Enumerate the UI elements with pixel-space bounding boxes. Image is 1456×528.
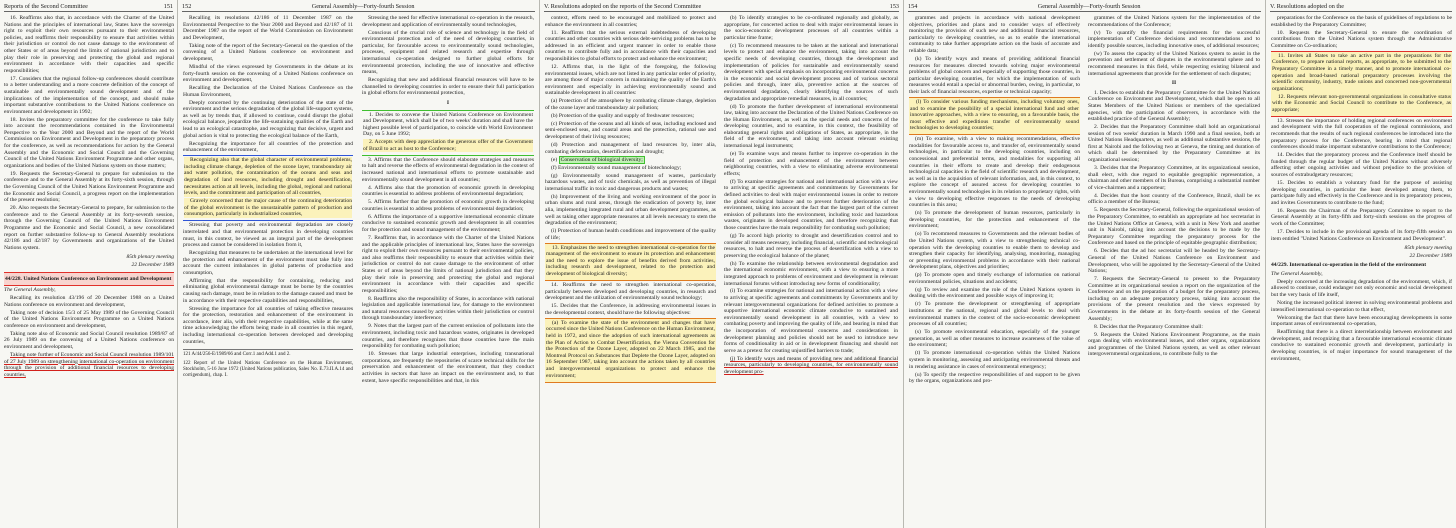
paragraph: Recalling the Declaration of the United Nations Conference on the Human Environment,	[183, 85, 353, 98]
paragraph: context, efforts need to be encouraged and mobilized to protect and enhance the environment in all countries;	[545, 15, 716, 28]
paragraph: 20. Also requests the Secretary-General to prepare, for submission to the conference and to the General Assembly at its forty-seventh session, through the Governing Council of the United Nations Environment Programme and the Economic and Social Council, a new consolidated report on further substantive follow-up to General Assembly resolutions 42/186 and 42/187 by Governments and organizations of the United Nations system.	[4, 205, 174, 251]
paragraph: Deeply concerned at the increasing degradation of the environment, which, if allowed to continue, could endanger not only economic and social development but the very basis of life itself,	[1271, 278, 1452, 299]
highlight-box-green	[362, 110, 534, 156]
page-number: 152	[182, 3, 192, 10]
paragraph: Recognizing the importance for all countries of the protection and enhancement of the environment,	[183, 140, 353, 154]
paragraph: 17. Considers that the regional follow-up conferences should contribute to a better understanding and a more concrete definition of the concept of sustainable and environmentally sound development and of the implications of the implementation of the concept, and should make important substantive contributions to the United Nations conference on environment and development in 1992;	[4, 75, 174, 115]
paragraph-underlined: (j) To identify ways and means of providing new and additional financial resources, particularly to developing countries, for environmentally sound development pro-	[724, 355, 898, 375]
paragraph: 15. Decides to establish a voluntary fund for the purpose of assisting developing countries, in particular the least developed among them, to participate fully and effectively in the Conference and in its preparatory process, and invites Governments to contribute to the fund;	[1271, 180, 1452, 206]
paragraph: 12. Affirms that, in the light of the foregoing, the following environmental issues, which are not listed in any particular order of priority, are among those of major concern in maintaining the quality of the Earth's environment and especially in achieving environmentally sound and sustainable development in all countries:	[545, 63, 716, 97]
footnote: 121 A/44/256-E/1989/66 and Corr.1 and Add.1 and 2.	[183, 349, 353, 358]
highlight-box-orange	[545, 243, 716, 281]
paragraph: 8. Reaffirms also the responsibility of States, in accordance with national legislation and applicable international law, for damage to the environment and natural resources caused by activities within their jurisdiction or control through transboundary interference;	[362, 295, 534, 322]
paragraph: 4. Affirms also that the promotion of economic growth in developing countries is essential to address problems of environmental degradation;	[362, 184, 534, 198]
item-prefix: (e)	[551, 156, 559, 163]
page-152	[178, 0, 540, 528]
paragraph: grammes and projects in accordance with national development objectives, priorities and plans and to consider ways of effectively monitoring the provision of such new and additional financial resources, particularly to developing countries, so as to enable the international community to take further appropriate action on the basis of accurate and reliable data;	[909, 15, 1080, 54]
page-155	[1266, 0, 1456, 528]
paragraph: 5. Affirms further that the promotion of economic growth in developing countries is essential to address problems of environmental degradation;	[362, 199, 534, 212]
paragraph: (u) To specify the respective responsibilities of and support to be given by the organs, organizations and pro-	[909, 371, 1080, 385]
paragraph: 1. Decides to convene the United Nations Conference on Environment and Development, which shall be of two weeks' duration and shall have the highest possible level of participation, to coincide with World Environment Day, on 5 June 1992;	[363, 111, 533, 138]
paragraph: grammes of the United Nations system for the implementation of the recommendations of the Conference;	[1088, 15, 1260, 28]
paragraph: (t) To promote international co-operation within the United Nations system in monitoring, assessing and anticipating environmental threats and in rendering assistance in cases of environmental emergency;	[909, 350, 1080, 370]
paragraph: 10. Stresses that large industrial enterprises, including transnational corporations, are frequently the repositories of scarce technical skills for the preservation and enhancement of the environment, that they conduct activities in sectors that have an impact on the environment and, to that extent, have specific responsibilities and that, in this	[362, 351, 534, 384]
paragraph: 16. Reaffirms also that, in accordance with the Charter of the United Nations and the principles of international law, States have the sovereign right to exploit their own resources pursuant to their environmental policies, and reaffirms their responsibility to ensure that activities within their jurisdiction or control do not cause damage to the environment of other States or of areas beyond the limits of national jurisdiction and to play their role in preserving and protecting the global and regional environment in accordance with their capacities and specific responsibilities;	[4, 15, 174, 74]
paragraph: Stressing the importance for all countries of taking effective measures for the protection, restoration and enhancement of the environment in accordance, inter alia, with their respective capabilities, while at the same time acknowledging the efforts being made in all countries in this regard, including international co-operation between developed and developing countries,	[183, 305, 353, 345]
paragraph: (p) To promote open and timely exchange of information on national environmental policies, situations and accidents;	[909, 272, 1080, 285]
page-number: 154	[908, 3, 918, 10]
paragraph: Recalling its resolutions 42/186 of 11 December 1987 on the Environmental Perspective to the Year 2000 and Beyond and 42/187 of 11 December 1987 on the report of the World Commission on Environment and Development,	[183, 15, 353, 41]
paragraph: Reaffirming that there is a direct interrelationship between environment and development, and recognizing that a favourable international economic climate conducive to sustained economic growth and development, particularly in developing countries, is of major importance for sound management of the environment,	[1271, 329, 1452, 362]
signature-date: 22 December 1989	[131, 261, 174, 268]
paragraph: 2. Decides that the Preparatory Committee shall hold an organizational session of two weeks' duration in March 1990 and a final session, both at United Nations Headquarters, as well as additional substantive sessions, the first at Nairobi and the following two at Geneva, the timing and duration of which shall be determined by the Preparatory Committee at its organizational session;	[1088, 124, 1260, 164]
paragraph: (d) To promote the further development of international environmental law, taking into account the Declaration of the United Nations Conference on the Human Environment, as well as the special needs and concerns of the developing countries, and to examine, in this context, the feasibility of elaborating general rights and obligations of States, as appropriate, in the field of the environment, and taking into account relevant existing international legal instruments;	[724, 103, 898, 150]
paragraph: (b) Protection of the quality and supply of freshwater resources;	[551, 112, 695, 119]
paragraph: (e) To examine ways and means further to improve co-operation in the field of protection and enhancement of the environment between neighbouring countries, with a view to eliminating adverse environmental effects;	[724, 151, 898, 177]
text-column-left	[545, 15, 716, 526]
paragraph: 16. Requests the Chairman of the Preparatory Committee to report to the General Assembly at its forty-fifth and forty-sixth sessions on the progress of work of the Committee;	[1271, 207, 1452, 227]
paragraph: (w) To assess the capacity of the United Nations system to assist in the prevention and settlement of disputes in the environmental sphere and to recommend measures in this field, while respecting existing bilateral and international agreements that provide for the settlement of such disputes;	[1088, 50, 1260, 77]
paragraph: 10. Requests the Secretary-General to ensure the coordination of contributions from the United Nations system through the Administrative Committee on Co-ordination;	[1271, 29, 1452, 49]
paragraph: preparations for the Conference on the basis of guidelines of regulations to be established by the Preparatory Committee;	[1271, 15, 1452, 28]
paragraph: (o) To recommend measures to Governments and the relevant bodies of the United Nations system, with a view to strengthening technical co-operation with the developing countries to enable them to develop and strengthen their capacity for identifying, analysing, monitoring, managing or preventing environmental problems in accordance with their national development plans, objectives and priorities;	[909, 231, 1080, 271]
running-head: Reports of the Second Committee	[4, 3, 88, 10]
signature-meeting: 85th plenary meeting	[1404, 245, 1452, 252]
paragraph: (s) To promote environmental education, especially of the younger generation, as well as other measures to increase awareness of the value of the environment;	[909, 329, 1080, 349]
paragraph: (i) To examine strategies for national and international action with a view to arriving at specific agreements and commitments by Governments and by relevant intergovernmental organizations for defined activities to promote a supportive international economic climate conducive to sustained and environmentally sound development in all countries, with a view to combating poverty and improving the quality of life, and bearing in mind that the incorporation of environmental concerns and considerations in development planning and policies should not be used to introduce new forms of conditionality in aid or in development financing and should not serve as a pretext for creating unjustified barriers to trade;	[724, 288, 898, 354]
paragraph-highlighted: Gravely concerned that the major cause of the continuing deterioration of the global environment is the unsustainable pattern of production and consumption, particularly in industrialized countries,	[184, 198, 352, 218]
paragraph: (g) To accord high priority to drought and desertification control and to consider all means necessary, including financial, scientific and technological resources, to halt and reverse the process of desertification with a view to preserving the ecological balance of the planet;	[724, 232, 898, 259]
text-column	[4, 15, 174, 526]
paragraph: (f) Environmentally sound management of biotechnology;	[551, 164, 682, 171]
paragraph: 14. Reaffirms the need to strengthen international co-operation, particularly between developed and developing countries, in research and development and the utilization of environmentally sound technology;	[545, 282, 716, 302]
paragraph: (h) Improvement of the living and working environment of the poor in urban slums and rural areas, through the eradication of poverty by, inter alia, implementing integrated rural and urban development programmes, as well as taking other appropriate measures at all levels necessary to stem the degradation of the environment;	[545, 193, 716, 227]
paragraph: (f) To examine strategies for national and international action with a view to arriving at specific agreements and commitments by Governments for defined activities to deal with major environmental issues in order to restore the global ecological balance and to prevent further deterioration of the environment, taking into account the fact that the largest part of the current emission of pollutants into the environment, including toxic and hazardous wastes, originates in developed countries, and therefore recognizing that those countries have the main responsibility for combating such pollution;	[724, 178, 898, 231]
paragraph: Affirming that the responsibility for containing, reducing and eliminating global environmental damage must be borne by the countries causing such damage, must be in relation to the damage caused and must be in accordance with their respective capabilities and responsibilities,	[183, 277, 353, 304]
paragraph: Taking note of the report of the Secretary-General on the question of the convening of a United Nations conference on environment and development,	[183, 42, 353, 62]
page-header	[1270, 2, 1452, 12]
paragraph: (c) To recommend measures to be taken at the national and international levels to protect and enhance the environment, taking into account the specific needs of developing countries, through the development and implementation of policies for sustainable and environmentally sound development with special emphasis on incorporating environmental concerns in the economic and social development process and of various sectoral policies and through, inter alia, preventive action at the sources of environmental degradation, clearly identifying the sources of such degradation and appropriate remedial measures, in all countries;	[724, 42, 898, 102]
paragraph: 6. Affirms the importance of a supportive international economic climate conducive to sustained economic growth and development in all countries for the protection and sound management of the environment;	[362, 213, 534, 233]
section-number: II	[1171, 80, 1177, 87]
paragraph: 13. Stresses the importance of holding regional conferences on environment and development with the full cooperation of the regional commissions, and recommends that the results of such regional conferences be introduced into the preparatory process for the Conference, bearing in mind that regional conferences should make important substantive contributions to the Conference;	[1271, 117, 1452, 151]
paragraph: 18. Invites the preparatory committee for the conference to take fully into account the recommendations contained in the Environmental Perspective to the Year 2000 and Beyond and the report of the World Commission on Environment and Development in the preparatory process for the conference, as well as recommendations for action by the General Assembly and the Economic and Social Council and the Governing Council of the United Nations Environment Programme and other organs, organizations and bodies of the United Nations system on those matters;	[4, 116, 174, 169]
running-head: V. Resolutions adopted on the	[1270, 3, 1344, 10]
highlight-green: Conservation of biological diversity;	[560, 156, 643, 163]
paragraph: Recognizing that measures to be undertaken at the international level for the protection and enhancement of the environment must take fully into account the current imbalances in global patterns of production and consumption,	[183, 250, 353, 276]
paragraph: (h) To examine the relationship between environmental degradation and the international economic environment, with a view to ensuring a more integrated approach to problems of environment and development in relevant international forums without introducing new forms of conditionality;	[724, 260, 898, 287]
paragraph-highlighted: Recognizing also that the global character of environmental problems, including climate change, depletion of the ozone layer, transboundary air and water pollution, the contamination of the oceans and seas and degradation of land resources, including drought and desertification, necessitates action at all levels, including the global, regional and national levels, and the commitment and participation of all countries,	[184, 157, 352, 197]
text-column-left	[909, 15, 1080, 526]
text-column-right	[362, 15, 534, 526]
paragraph: 17. Decides to include in the provisional agenda of its forty-fifth session an item entitled "United Nations Conference on Environment and Development".	[1271, 228, 1452, 242]
footnote: 122 Report of the United Nations Conference on the Human Environment, Stockholm, 5-16 June 1972 (United Nations publication, Sales No. E.73.II.A.14 and corrigendum), chap. I.	[183, 361, 353, 378]
paragraph: 4. Decides that the host country of the Conference, Brazil, shall be ex officio a member of the Bureau;	[1088, 192, 1260, 206]
paragraph: 8. Decides that the Preparatory Committee shall:	[1094, 323, 1203, 330]
page-number: 151	[163, 3, 173, 10]
paragraph-underlined: Taking note further of Economic and Social Council resolution 1989/101 of 27 July 1989 on strengthening international co-operation on environment through the provision of additional financial resources to developing countries,	[4, 352, 174, 378]
section-number: I	[446, 99, 450, 106]
paragraph: Stressing that poverty and environmental degradation are closely interrelated and that environmental protection in developing countries must, in this context, be viewed as an integral part of the development process and cannot be considered in isolation from it,	[183, 222, 353, 249]
page-153	[540, 0, 904, 528]
paragraph-green	[545, 157, 716, 164]
page-header	[908, 2, 1261, 12]
page-header	[544, 2, 899, 12]
page-154	[904, 0, 1266, 528]
paragraph: 19. Requests the Secretary-General to prepare for submission to the conference and to the General Assembly at its forty-sixth session, through the Governing Council of the United Nations Environment Programme and the Economic and Social Council, a progress report on the implementation of the present resolution;	[4, 170, 174, 204]
running-head: V. Resolutions adopted on the reports of the Second Committee	[544, 3, 702, 10]
paragraph: 6. Decides that the ad hoc secretariat will be headed by the Secretary-General of the United Nations Conference on Environment and Development, who will be appointed by the Secretary-General of the United Nations;	[1088, 248, 1260, 275]
paragraph: 9. Requests the United Nations Environment Programme, as the main organ dealing with environmental issues, and other organs, organizations and programmes of the United Nations system, as well as other relevant intergovernmental organizations, to contribute fully to the	[1088, 331, 1260, 358]
paragraph: (m) To examine, with a view to making recommendations, effective modalities for favourable access to, and transfer of, environmentally sound technologies, in particular to the developing countries, including on concessional and preferential terms, and modalities for supporting all countries in their efforts to create and develop their endogenous technological capacities in the field of scientific research and development, as well as in the acquisition of relevant information, and, in this context, to explore the concept of assured access for developing countries to environmentally sound technologies in its relation to proprietary rights, with a view to developing effective responses to the needs of developing countries in this area;	[909, 136, 1080, 209]
paragraph: 9. Notes that the largest part of the current emission of pollutants into the environment, including toxic and hazardous wastes, originates in developed countries, and therefore recognizes that those countries have the main responsibility for combating such pollution;	[362, 323, 534, 350]
resolution-heading-box	[4, 272, 174, 287]
paragraph: (i) Protection of human health conditions and improvement of the quality of life;	[545, 228, 716, 241]
paragraph: 3. Decides that the Preparatory Committee, at its organizational session, shall elect, with due regard to equitable geographic representation, a chairman and other members of its Bureau, comprising a substantial number of vice-chairmen and a rapporteur;	[1088, 165, 1260, 191]
paragraph: 3. Affirms that the Conference should elaborate strategies and measures to halt and reverse the effects of environmental degradation in the context of increased national and international efforts to promote sustainable and environmentally sound development in all countries;	[362, 156, 534, 183]
paragraph-highlighted: (a) To examine the state of the environment and changes that have occurred since the United Nations Conference on the Human Environment, held in 1972, and since the adoption of such international agreements as the Plan of Action to Combat Desertification, the Vienna Convention for the Protection of the Ozone Layer, adopted on 22 March 1985, and the Montreal Protocol on Substances that Deplete the Ozone Layer, adopted on 16 September 1987, taking into account the actions taken by all countries and intergovernmental organizations to protect and enhance the environment;	[546, 319, 715, 379]
paragraph: 5. Requests the Secretary-General, following the organizational session of the Preparatory Committee, to establish an appropriate ad hoc secretariat in the United Nations Office at Geneva, with a unit in New York and another unit in Nairobi, taking into account the decisions to be made by the Preparatory Committee regarding the preparatory process for the Conference and based on the principle of equitable geographic distribution;	[1088, 207, 1260, 247]
paragraph-highlighted: 13. Emphasizes the need to strengthen international co-operation for the management of the environment to ensure its protection and enhancement and the need to explore the issue of benefits derived from activities, including research and development, related to the protection and development of biological diversity;	[546, 244, 715, 278]
paragraph: Welcoming the fact that there have been encouraging developments in some important areas of environmental co-operation,	[1271, 314, 1452, 328]
paragraph: Taking note also of Economic and Social Council resolution 1989/87 of 26 July 1989 on the convening of a United Nations conference on environment and development,	[4, 330, 174, 351]
assembly-line: The General Assembly,	[4, 287, 56, 294]
paragraph-highlighted: 12. Requests relevant non-governmental organizations in consultative status with the Economic and Social Council to contribute to the Conference, as appropriate;	[1272, 93, 1451, 113]
paragraph: (v) To quantify the financial requirements for the successful implementation of Conference decisions and recommendations and to identify possible sources, including innovative ones, of additional resources;	[1088, 29, 1260, 49]
text-column-right	[1088, 15, 1260, 526]
text-column-left	[183, 15, 353, 526]
page-header	[182, 2, 535, 12]
paragraph: 15. Decides that the Conference, in addressing environmental issues in the developmental context, should have the following objectives:	[545, 303, 716, 316]
paragraph: Noting the increased political interest in solving environmental problems and intensified international co-operation to that effect,	[1271, 300, 1452, 313]
paragraph-highlighted: 2. Accepts with deep appreciation the generous offer of the Government of Brazil to act as host to the Conference;	[363, 139, 533, 152]
paragraph: (k) To identify ways and means of providing additional financial resources for measures directed towards solving major environmental problems of global concern and especially of supporting those countries, in particular developing countries, for which the implementation of such measures would entail a special or abnormal burden, owing, in particular, to their lack of financial resources, expertise or technical capacity;	[909, 55, 1080, 95]
paragraph: Stressing the need for effective international co-operation in the research, development and application of environmentally sound technologies,	[362, 15, 534, 28]
resolution-heading: 44/229. International co-operation in the field of the environment	[1271, 262, 1427, 269]
text-column	[1271, 15, 1452, 526]
highlight-box-red	[1271, 51, 1452, 117]
paragraph: (n) To promote the development of human resources, particularly in developing countries, for the protection and enhancement of the environment;	[909, 210, 1080, 230]
running-head: General Assembly—Forty-fourth Session	[311, 3, 415, 10]
page-number: 153	[889, 3, 899, 10]
page-151	[0, 0, 178, 528]
paragraph: Conscious of the crucial role of science and technology in the field of environmental protection and of the need of developing countries, in particular, for favourable access to environmentally sound technologies, processes, equipment and related research and expertise through international co-operation designed to further global efforts for environmental protection, including the use of innovative and effective means,	[362, 29, 534, 76]
paragraph: Taking note of decision 15/3 of 25 May 1989 of the Governing Council of the United Nations Environment Programme on a United Nations conference on environment and development,	[4, 309, 174, 329]
paragraph-highlighted: 11. Invites all States to take an active part in the preparations for the Conference, to prepare national reports, as appropriate, to be submitted to the Preparatory Committee in a timely manner, and to promote international co-operation and broad-based national preparatory processes involving the scientific community, industry, trade unions and concerned non-governmental organizations;	[1272, 52, 1451, 92]
highlight-box-orange	[545, 318, 716, 383]
paragraph: (q) To review and examine the role of the United Nations system in dealing with the environment and possible ways of improving it;	[909, 286, 1080, 300]
signature-meeting: 85th plenary meeting	[126, 254, 174, 261]
paragraph: (b) To identify strategies to be co-ordinated regionally and globally, as appropriate, for concerted action to deal with major environmental issues in the socio-economic development processes of all countries within a particular time frame;	[724, 15, 898, 41]
paragraph: Deeply concerned by the continuing deterioration of the state of the environment and the serious degradation of the global life-support systems, as well as by trends that, if allowed to continue, could disrupt the global ecological balance, jeopardize the life-sustaining qualities of the Earth and lead to an ecological catastrophe, and recognizing that decisive, urgent and global action is vital to protecting the ecological balance of the Earth,	[183, 99, 353, 139]
text-column-right	[724, 15, 898, 526]
paragraph-highlighted: (l) To consider various funding mechanisms, including voluntary ones, and to examine the possibility of a special international fund and other innovative approaches, with a view to ensuring, on a favourable basis, the most effective and expeditious transfer of environmentally sound technologies to developing countries;	[910, 98, 1079, 132]
page-header	[4, 2, 173, 12]
paragraph: Recalling its resolution 43/196 of 20 December 1988 on a United Nations conference on environment and development,	[4, 295, 174, 308]
paragraph: 7. Requests the Secretary-General to present to the Preparatory Committee at its organizational session a report on the organization of the Conference and on the preparation of a budget for the preparatory process, including on an adequate preparatory process, taking into account the provisions of the present resolution and the views expressed by Governments in the debate at its forty-fourth session of the General Assembly;	[1088, 276, 1260, 322]
resolution-heading: 44/228. United Nations Conference on Environment and Development	[5, 275, 172, 282]
assembly-line: The General Assembly,	[1271, 270, 1323, 277]
paragraph: 7. Reaffirms that, in accordance with the Charter of the United Nations and the applicable principles of international law, States have the sovereign right to exploit their own resources pursuant to their environmental policies, and also reaffirms their responsibility to ensure that activities within their jurisdiction or control do not cause damage to the environment of other States or of areas beyond the limits of national jurisdiction and that they play their role in preserving and protecting the global and regional environment in accordance with their capacities and specific responsibilities;	[362, 234, 534, 294]
paragraph: 11. Reaffirms that the serious external indebtedness of developing countries and other countries with serious debt-servicing problems has to be addressed in an efficient and urgent manner in order to enable those countries to contribute fully and in accordance with their capacities and responsibilities to global efforts to protect and enhance the environment;	[545, 29, 716, 62]
paragraph: (g) Environmentally sound management of wastes, particularly hazardous wastes, and of toxic chemicals, as well as prevention of illegal international traffic in toxic and dangerous products and wastes;	[545, 172, 716, 192]
running-head: General Assembly—Forty-fourth Session	[1037, 3, 1141, 10]
paragraph: (a) Protection of the atmosphere by combating climate change, depletion of the ozone layer and transboundary air pollution;	[545, 98, 716, 111]
signature-date: 22 December 1989	[1409, 252, 1452, 259]
paragraph: (r) To promote the development or strengthening of appropriate institutions at the national, regional and global levels to deal with environmental matters in the context of the socio-economic development processes of all countries;	[909, 301, 1080, 328]
paragraph: 1. Decides to establish the Preparatory Committee for the United Nations Conference on Environment and Development, which shall be open to all States Members of the United Nations or members of the specialized agencies, with the participation of observers, in accordance with the established practice of the General Assembly;	[1088, 89, 1260, 123]
paragraph: (c) Protection of the oceans and all kinds of seas, including enclosed and semi-enclosed seas, and coastal areas and the protection, rational use and development of their living resources;	[545, 120, 716, 141]
paragraph: (d) Protection and management of land resources by, inter alia, combating deforestation, desertification and drought;	[545, 142, 716, 155]
paragraph: Mindful of the views expressed by Governments in the debate at its forty-fourth session on the convening of a United Nations conference on environment and development,	[183, 63, 353, 84]
highlight-box-blue	[183, 155, 353, 221]
highlight-box-orange	[909, 97, 1080, 135]
paragraph: Recognizing that new and additional financial resources will have to be channelled to developing countries in order to ensure their full participation in global efforts for environmental protection,	[362, 77, 534, 97]
paragraph: 14. Decides that the preparatory process and the Conference itself should be funded through the regular budget of the United Nations without adversely affecting other ongoing activities and without prejudice to the provision of sources of extrabudgetary resources;	[1271, 152, 1452, 179]
